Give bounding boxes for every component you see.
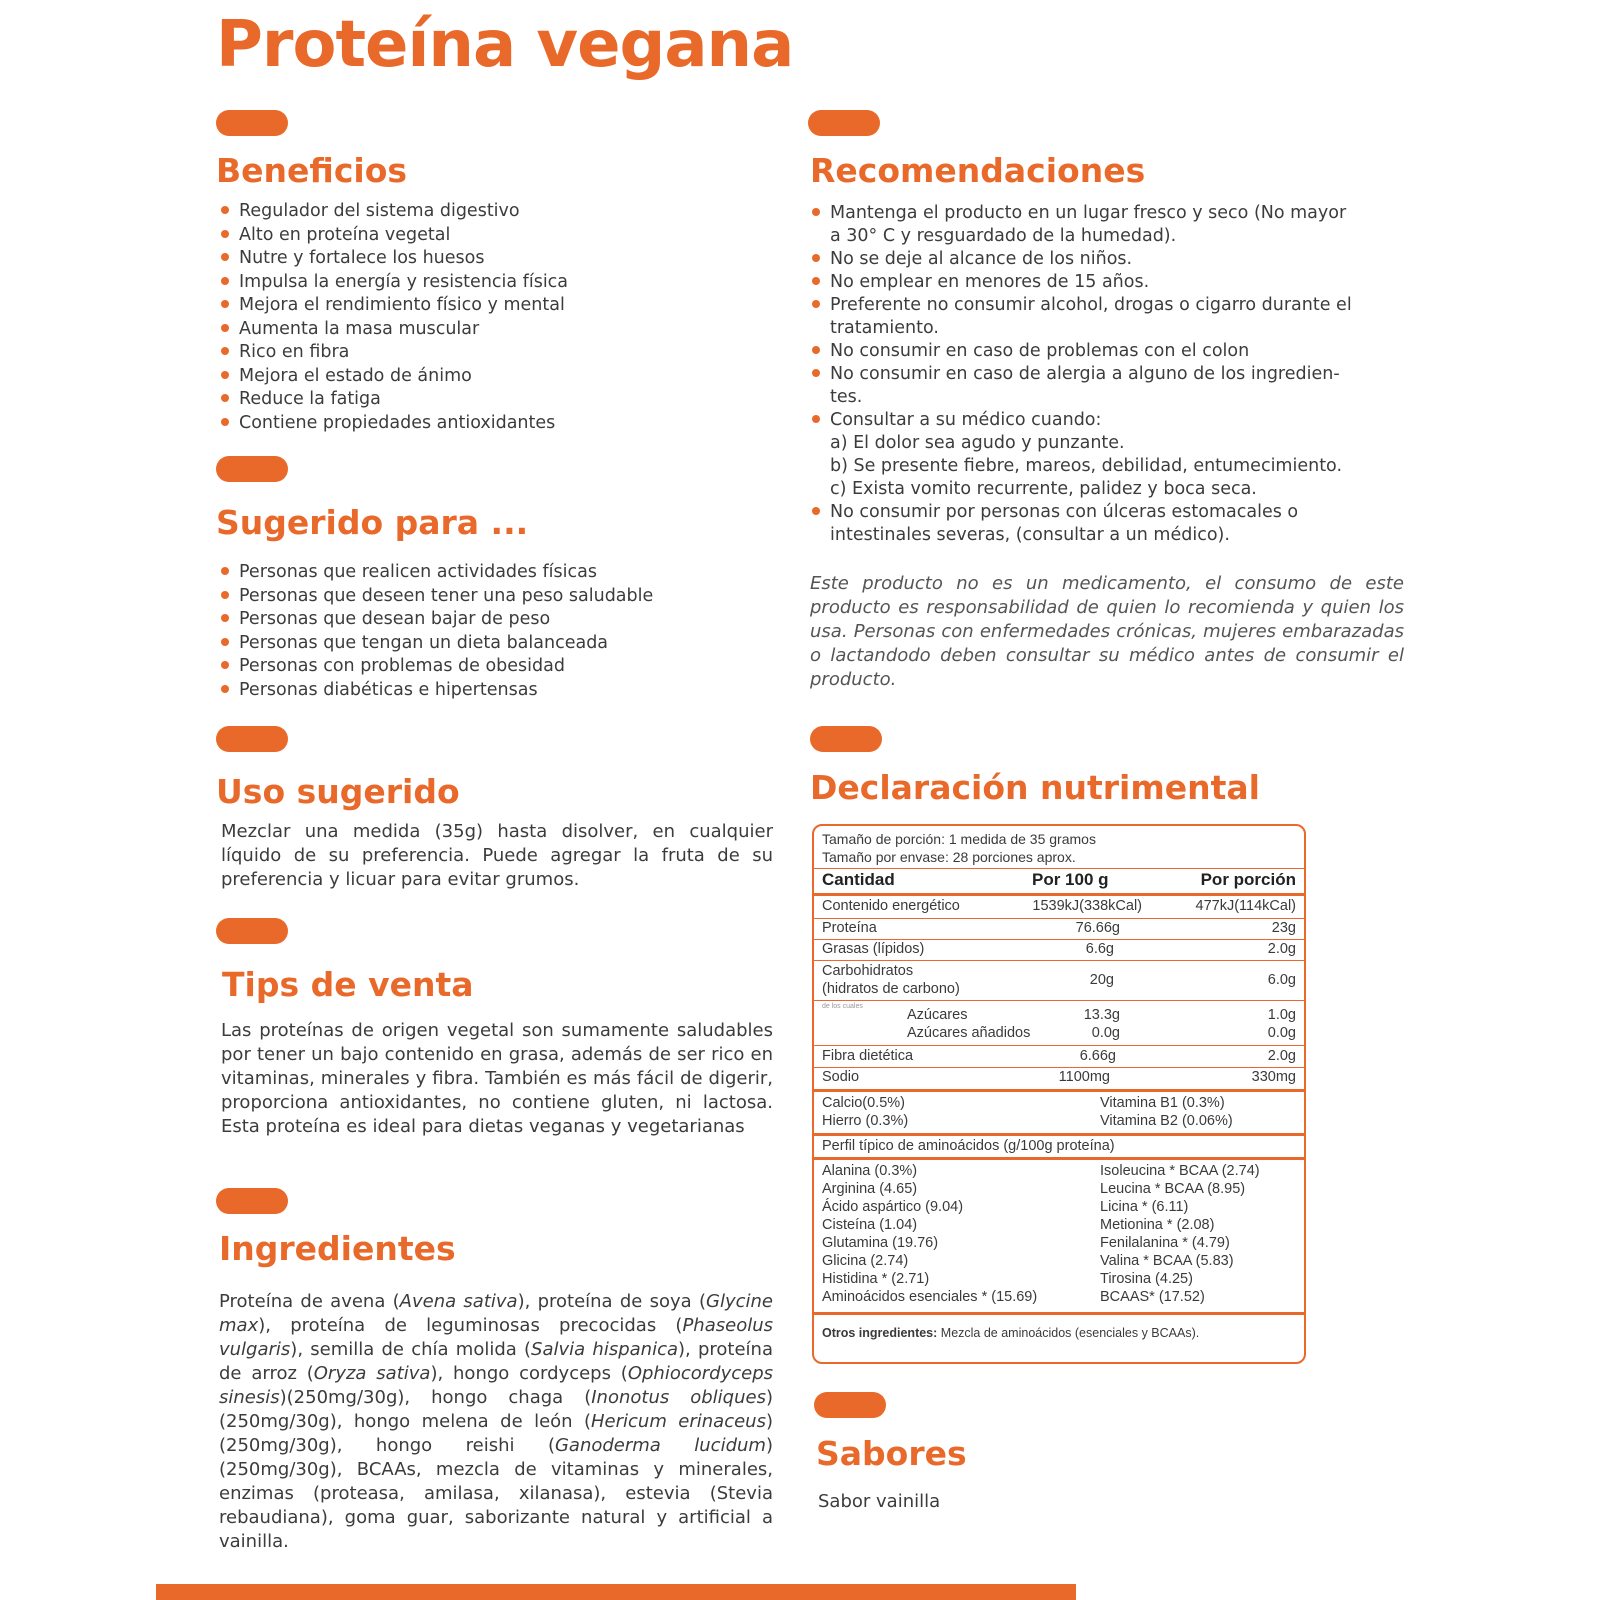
list-item: Contiene propiedades antioxidantes xyxy=(219,412,759,436)
nutrition-table xyxy=(812,824,1306,1364)
row-value-100g: 13.3g xyxy=(1083,1007,1120,1023)
ingredientes-text xyxy=(219,1290,773,1554)
uso-sugerido-text: Mezclar una medida (35g) hasta disolver, en cualquier líquido de su preferencia. Puede agregar la fruta de su preferencia y licuar para evitar grumos. xyxy=(221,821,773,890)
row-label: Proteína xyxy=(822,920,877,936)
aminoacid-item: Ácido aspártico (9.04) xyxy=(822,1199,964,1215)
row-value-100g: 0.0g xyxy=(1091,1025,1120,1041)
ingredient-species: Salvia hispanica xyxy=(531,1339,678,1360)
section-marker-sabores xyxy=(814,1392,886,1418)
aminoacid-item: Valina * BCAA (5.83) xyxy=(1100,1253,1234,1269)
list-item xyxy=(810,202,1410,248)
row-value-porcion: 0.0g xyxy=(1267,1025,1296,1041)
list-item: Personas que tengan un dieta balanceada xyxy=(219,632,759,656)
ingredient-species: Hericum erinaceus xyxy=(591,1411,766,1432)
list-item xyxy=(810,248,1410,271)
de-los-cuales-label: de los cuales xyxy=(822,1003,863,1010)
heading-beneficios: Beneficios xyxy=(216,151,408,190)
table-row xyxy=(822,920,1296,936)
list-item-line: tes. xyxy=(830,387,863,407)
list-item-line: No emplear en menores de 15 años. xyxy=(830,272,1150,292)
aminoacid-item: BCAAS* (17.52) xyxy=(1100,1289,1205,1305)
row-label: Sodio xyxy=(822,1069,860,1085)
table-row xyxy=(822,898,1296,914)
list-item xyxy=(810,340,1410,363)
otros-ingredientes xyxy=(822,1326,1296,1340)
table-row xyxy=(822,1048,1296,1064)
list-item-line: b) Se presente fiebre, mareos, debilidad, entumecimiento. xyxy=(830,456,1343,476)
page-title: Proteína vegana xyxy=(216,8,794,82)
list-item: Personas que desean bajar de peso xyxy=(219,608,759,632)
list-beneficios xyxy=(219,200,759,435)
list-item: Mejora el rendimiento físico y mental xyxy=(219,294,759,318)
heading-uso-sugerido: Uso sugerido xyxy=(216,772,460,811)
aminoacid-profile-title: Perfil típico de aminoácidos (g/100g proteína) xyxy=(822,1138,1115,1154)
row-value-100g: 1100mg xyxy=(1058,1069,1110,1085)
list-item-line: c) Exista vomito recurrente, palidez y boca seca. xyxy=(830,479,1257,499)
ingredient-species: Oryza sativa xyxy=(313,1363,431,1384)
table-row xyxy=(822,962,1296,998)
aminoacid-item: Tirosina (4.25) xyxy=(1100,1271,1193,1287)
ingredient-species: Inonotus obliques xyxy=(591,1387,766,1408)
list-item: Aumenta la masa muscular xyxy=(219,318,759,342)
otros-ingredientes-label: Otros ingredientes: xyxy=(822,1326,938,1340)
ingredient-species: Phaseolus vulgaris xyxy=(219,1315,773,1360)
section-marker-nutricion xyxy=(810,726,882,752)
aminoacid-item: Aminoácidos esenciales * (15.69) xyxy=(822,1289,1038,1305)
row-value-100g: 1539kJ(338kCal) xyxy=(1032,898,1142,914)
minerales-block xyxy=(822,1094,1296,1130)
ingredient-species: Ganoderma lucidum xyxy=(554,1435,766,1456)
tips-de-venta-text: Las proteínas de origen vegetal son sumamente saludables por tener un bajo contenido en grasa, además de ser rico en vitaminas, minerales y fibra. También es más fácil de digerir, proporciona antioxidantes, no contiene gluten, ni lactosa. Esta proteína es ideal para dietas veganas y vegetarianas xyxy=(221,1020,773,1137)
row-value-100g: 6.66g xyxy=(1079,1048,1116,1064)
list-item-line: a 30° C y resguardado de la humedad). xyxy=(830,226,1177,246)
ingredient-text: )(250mg/30g), hongo melena de león ( xyxy=(219,1387,773,1432)
list-item xyxy=(810,294,1410,340)
aminoacid-item: Alanina (0.3%) xyxy=(822,1163,918,1179)
ingredient-text: ), proteína de arroz ( xyxy=(219,1339,773,1384)
list-item-line: Consultar a su médico cuando: xyxy=(830,410,1102,430)
list-item: Alto en proteína vegetal xyxy=(219,224,759,248)
table-header xyxy=(822,870,1296,890)
bottom-accent-bar xyxy=(156,1584,1076,1600)
ingredient-text: )(250mg/30g), BCAAs, mezcla de vitaminas y minerales, enzimas (proteasa, amilasa, xilanasa), estevia (Stevia rebaudiana), goma guar, saborizante natural y artificial a vainilla. xyxy=(219,1435,773,1552)
ingredient-text: Proteína de avena ( xyxy=(219,1291,400,1312)
disclaimer-text: Este producto no es un medicamento, el consumo de este producto es responsabilidad de quien lo recomienda y quien los usa. Personas con enfermedades crónicas, mujeres embarazadas o lactandodo deben consultar su médico antes de consumir el producto. xyxy=(810,573,1404,690)
list-item xyxy=(810,409,1410,501)
row-label: Carbohidratos xyxy=(822,963,914,979)
ingredient-text: ), proteína de leguminosas precocidas ( xyxy=(258,1315,683,1336)
section-marker-beneficios xyxy=(216,110,288,136)
list-recomendaciones xyxy=(810,202,1410,547)
row-label: Contenido energético xyxy=(822,898,960,914)
list-item xyxy=(810,501,1410,547)
row-label: Fibra dietética xyxy=(822,1048,914,1064)
list-item: Rico en fibra xyxy=(219,341,759,365)
heading-tips-de-venta: Tips de venta xyxy=(222,965,474,1004)
row-value-porcion: 2.0g xyxy=(1267,1048,1296,1064)
row-value-porcion: 330mg xyxy=(1251,1069,1296,1085)
aminoacid-item: Isoleucina * BCAA (2.74) xyxy=(1100,1163,1260,1179)
col-por-100g: Por 100 g xyxy=(1032,870,1109,889)
list-item xyxy=(810,271,1410,294)
aminoacid-item: Glicina (2.74) xyxy=(822,1253,909,1269)
row-value-100g: 76.66g xyxy=(1075,920,1120,936)
list-item-line: Mantenga el producto en un lugar fresco y seco (No mayor xyxy=(830,203,1347,223)
row-value-100g: 6.6g xyxy=(1085,941,1114,957)
section-marker-ingredientes xyxy=(216,1188,288,1214)
ingredient-text: ), semilla de chía molida ( xyxy=(290,1339,532,1360)
heading-declaracion-nutrimental: Declaración nutrimental xyxy=(810,768,1260,807)
mineral-calcio: Calcio(0.5%) xyxy=(822,1095,905,1111)
row-value-porcion: 1.0g xyxy=(1267,1007,1296,1023)
serving-size: Tamaño de porción: 1 medida de 35 gramos xyxy=(822,831,1096,847)
aminoacid-item: Leucina * BCAA (8.95) xyxy=(1100,1181,1246,1197)
ingredient-text: ), hongo cordyceps ( xyxy=(430,1363,628,1384)
vitamina-b2: Vitamina B2 (0.06%) xyxy=(1100,1113,1233,1129)
row-label-2: (hidratos de carbono) xyxy=(822,981,960,997)
aminoacid-item: Fenilalanina * (4.79) xyxy=(1100,1235,1230,1251)
list-item: Reduce la fatiga xyxy=(219,388,759,412)
section-marker-uso xyxy=(216,726,288,752)
aminoacid-item: Histidina * (2.71) xyxy=(822,1271,930,1287)
vitamina-b1: Vitamina B1 (0.3%) xyxy=(1100,1095,1225,1111)
list-item: Personas diabéticas e hipertensas xyxy=(219,679,759,703)
list-item-line: Preferente no consumir alcohol, drogas o cigarro durante el xyxy=(830,295,1352,315)
row-value-porcion: 477kJ(114kCal) xyxy=(1195,898,1296,914)
row-label: Azúcares xyxy=(907,1007,968,1023)
row-label: Azúcares añadidos xyxy=(907,1025,1031,1041)
row-value-100g: 20g xyxy=(1089,972,1114,988)
list-item: Mejora el estado de ánimo xyxy=(219,365,759,389)
aminoacid-item: Cisteína (1.04) xyxy=(822,1217,918,1233)
section-marker-recomendaciones xyxy=(808,110,880,136)
col-por-porcion: Por porción xyxy=(1200,870,1296,889)
heading-sabores: Sabores xyxy=(816,1434,967,1473)
list-item: Impulsa la energía y resistencia física xyxy=(219,271,759,295)
list-item-line: No consumir por personas con úlceras estomacales o xyxy=(830,502,1299,522)
aminoacid-item: Glutamina (19.76) xyxy=(822,1235,939,1251)
list-item xyxy=(810,363,1410,409)
heading-recomendaciones: Recomendaciones xyxy=(810,151,1146,190)
list-item-line: tratamiento. xyxy=(830,318,939,338)
table-row xyxy=(822,1069,1296,1085)
heading-ingredientes: Ingredientes xyxy=(219,1229,456,1268)
list-item-line: intestinales severas, (consultar a un médico). xyxy=(830,525,1230,545)
servings-per-container: Tamaño por envase: 28 porciones aprox. xyxy=(822,849,1076,865)
list-item-line: No consumir en caso de alergia a alguno de los ingredien- xyxy=(830,364,1340,384)
col-cantidad: Cantidad xyxy=(822,870,895,889)
section-marker-tips xyxy=(216,918,288,944)
table-row xyxy=(822,941,1296,957)
list-item-line: No consumir en caso de problemas con el colon xyxy=(830,341,1250,361)
row-label: Grasas (lípidos) xyxy=(822,941,925,957)
otros-ingredientes-text: Mezcla de aminoácidos (esenciales y BCAAs). xyxy=(940,1326,1200,1340)
list-item: Personas que realicen actividades físicas xyxy=(219,561,759,585)
list-item: Personas con problemas de obesidad xyxy=(219,655,759,679)
ingredient-species: Glycine max xyxy=(219,1291,773,1336)
ingredient-text: ), proteína de soya ( xyxy=(517,1291,706,1312)
ingredient-species: Ophiocordyceps sinesis xyxy=(219,1363,774,1408)
aminoacid-item: Metionina * (2.08) xyxy=(1100,1217,1215,1233)
aminoacid-list-right xyxy=(1100,1162,1296,1306)
list-item: Nutre y fortalece los huesos xyxy=(219,247,759,271)
ingredient-text: )(250mg/30g), hongo chaga ( xyxy=(279,1387,592,1408)
aminoacid-item: Arginina (4.65) xyxy=(822,1181,918,1197)
list-item-line: No se deje al alcance de los niños. xyxy=(830,249,1133,269)
row-value-porcion: 23g xyxy=(1271,920,1296,936)
list-item: Regulador del sistema digestivo xyxy=(219,200,759,224)
section-marker-sugerido xyxy=(216,456,288,482)
aminoacid-item: Licina * (6.11) xyxy=(1100,1199,1189,1215)
heading-sugerido: Sugerido para ... xyxy=(216,503,529,542)
ingredient-species: Avena sativa xyxy=(399,1291,518,1312)
mineral-hierro: Hierro (0.3%) xyxy=(822,1113,909,1129)
sabores-text: Sabor vainilla xyxy=(818,1491,941,1512)
list-item: Personas que deseen tener una peso saludable xyxy=(219,585,759,609)
row-value-porcion: 6.0g xyxy=(1267,972,1296,988)
list-item-line: a) El dolor sea agudo y punzante. xyxy=(830,433,1125,453)
list-sugerido xyxy=(219,561,759,702)
row-value-porcion: 2.0g xyxy=(1267,941,1296,957)
ingredient-text: )(250mg/30g), hongo reishi ( xyxy=(219,1411,773,1456)
